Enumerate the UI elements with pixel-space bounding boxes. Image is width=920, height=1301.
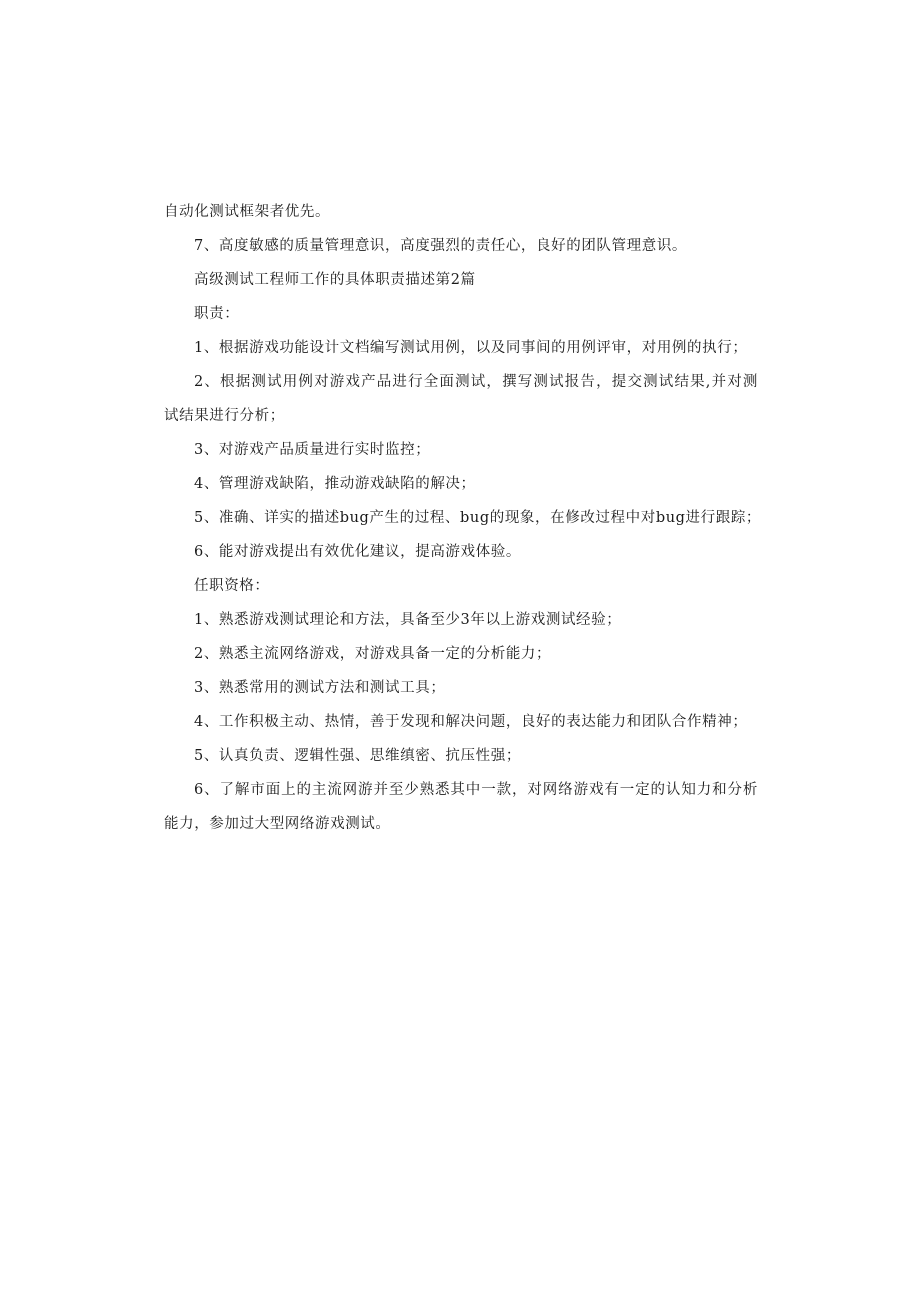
qualification-item-4: 4、工作积极主动、热情，善于发现和解决问题，良好的表达能力和团队合作精神； [194, 714, 748, 730]
qualification-item-6-continuation: 能力，参加过大型网络游戏测试。 [164, 816, 391, 832]
qualification-item-7: 7、高度敏感的质量管理意识，高度强烈的责任心，良好的团队管理意识。 [194, 238, 688, 254]
paragraph-continuation: 自动化测试框架者优先。 [164, 204, 331, 220]
section-title: 高级测试工程师工作的具体职责描述第2篇 [194, 272, 476, 288]
qualification-item-1: 1、熟悉游戏测试理论和方法，具备至少3年以上游戏测试经验； [194, 612, 622, 628]
qualification-item-3: 3、熟悉常用的测试方法和测试工具； [194, 680, 446, 696]
duty-item-1: 1、根据游戏功能设计文档编写测试用例，以及同事间的用例评审，对用例的执行； [194, 340, 748, 356]
duty-item-6: 6、能对游戏提出有效优化建议，提高游戏体验。 [194, 544, 521, 560]
duties-heading: 职责： [194, 306, 240, 322]
duty-item-4: 4、管理游戏缺陷，推动游戏缺陷的解决； [194, 476, 476, 492]
duty-item-3: 3、对游戏产品质量进行实时监控； [194, 442, 431, 458]
duty-item-2: 2、根据测试用例对游戏产品进行全面测试，撰写测试报告，提交测试结果,并对测 [194, 374, 758, 390]
qualification-item-6: 6、了解市面上的主流网游并至少熟悉其中一款，对网络游戏有一定的认知力和分析 [194, 782, 758, 798]
document-body [164, 195, 762, 841]
qualifications-heading: 任职资格： [194, 578, 270, 594]
duty-item-5: 5、准确、详实的描述bug产生的过程、bug的现象，在修改过程中对bug进行跟踪； [194, 510, 762, 526]
qualification-item-5: 5、认真负责、逻辑性强、思维缜密、抗压性强； [194, 748, 521, 764]
duty-item-2-continuation: 试结果进行分析； [164, 408, 285, 424]
qualification-item-2: 2、熟悉主流网络游戏，对游戏具备一定的分析能力； [194, 646, 552, 662]
